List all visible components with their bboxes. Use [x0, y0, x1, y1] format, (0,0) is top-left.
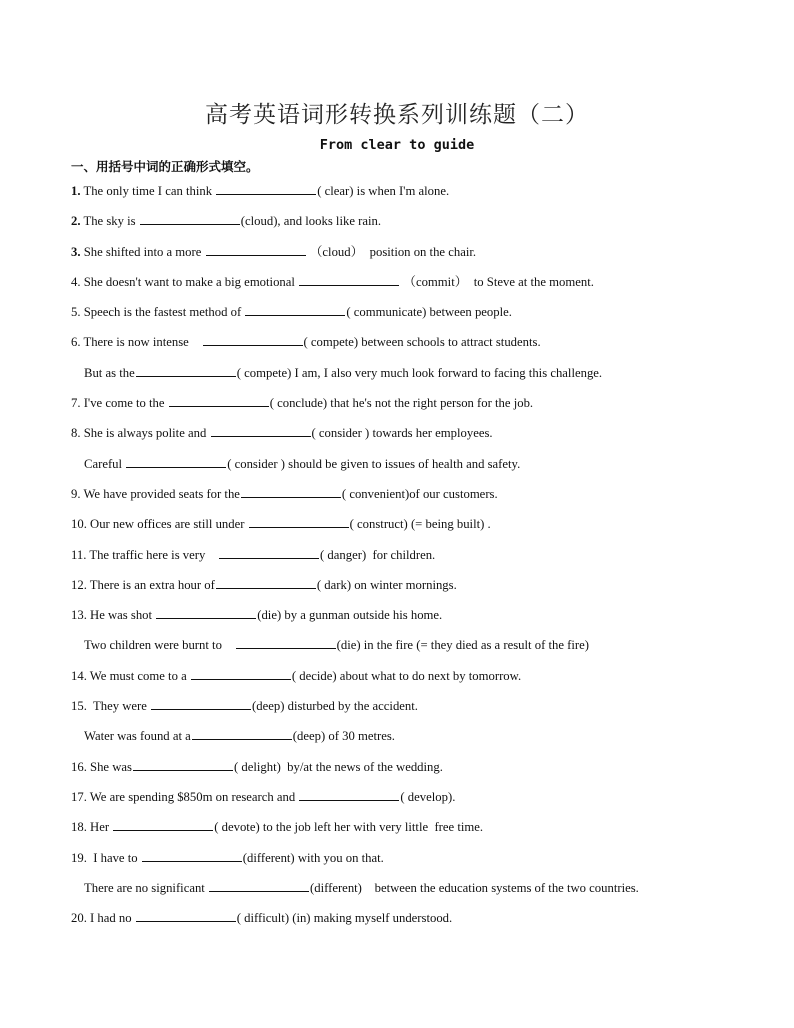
- exercise-text-before: I had no: [86, 911, 135, 926]
- exercise-line: [71, 180, 761, 210]
- exercise-text-before: The traffic here is very: [86, 547, 219, 562]
- answer-blank[interactable]: [140, 210, 240, 225]
- exercise-line: [71, 271, 761, 301]
- answer-blank[interactable]: [156, 604, 256, 619]
- exercise-text-before: There is now intense: [80, 335, 202, 350]
- answer-blank[interactable]: [142, 847, 242, 862]
- exercise-text-before: They were: [86, 699, 151, 714]
- answer-blank[interactable]: [209, 877, 309, 892]
- exercise-text-before: We have provided seats for the: [80, 486, 240, 501]
- exercise-text-after: (deep) disturbed by the accident.: [252, 699, 418, 714]
- exercise-text-after: （commit） to Steve at the moment.: [400, 274, 594, 289]
- exercise-text-after: ( compete) between schools to attract students.: [303, 335, 541, 350]
- exercise-number: 16.: [71, 759, 87, 774]
- exercise-number: 1.: [71, 184, 81, 198]
- exercise-text-after: ( danger) for children.: [320, 547, 436, 562]
- exercise-number: 3.: [71, 244, 81, 259]
- exercise-number: 19.: [71, 850, 87, 865]
- answer-blank[interactable]: [249, 513, 349, 528]
- exercise-text-before: He was shot: [86, 608, 156, 623]
- answer-blank[interactable]: [136, 907, 236, 922]
- exercise-number: 11.: [71, 547, 87, 562]
- exercise-line: [71, 756, 761, 786]
- exercise-text-before: Two children were burnt to: [84, 638, 235, 653]
- exercise-line: [71, 483, 761, 513]
- exercise-text-before: Her: [86, 820, 113, 835]
- answer-blank[interactable]: [192, 725, 292, 740]
- exercise-text-before: There is an extra hour of: [86, 577, 215, 592]
- answer-blank[interactable]: [169, 392, 269, 407]
- exercise-text-before: Speech is the fastest method of: [80, 305, 245, 320]
- exercise-number: 6.: [71, 335, 81, 350]
- exercise-line: [71, 301, 761, 331]
- document-title: 高考英语词形转换系列训练题（二）: [205, 102, 589, 128]
- exercise-text-after: (die) by a gunman outside his home.: [257, 608, 443, 623]
- exercise-number: 4.: [71, 274, 81, 289]
- exercise-text-before: We are spending $850m on research and: [86, 789, 299, 804]
- answer-blank[interactable]: [236, 634, 336, 649]
- exercise-number: 7.: [71, 396, 81, 411]
- exercise-text-after: ( clear) is when I'm alone.: [317, 184, 450, 198]
- exercise-text-after: ( convenient)of our customers.: [341, 486, 498, 501]
- answer-blank[interactable]: [241, 483, 341, 498]
- exercise-line: [71, 362, 761, 392]
- exercise-number: 2.: [71, 214, 81, 229]
- exercise-text-after: ( devote) to the job left her with very little free time.: [214, 820, 484, 835]
- exercise-number: 5.: [71, 305, 81, 320]
- answer-blank[interactable]: [133, 756, 233, 771]
- answer-blank[interactable]: [113, 816, 213, 831]
- document-subtitle: From clear to guide: [319, 137, 475, 153]
- exercise-text-before: Our new offices are still under: [86, 517, 248, 532]
- exercise-number: 20.: [71, 911, 87, 926]
- answer-blank[interactable]: [206, 241, 306, 256]
- exercise-line: [71, 241, 761, 271]
- exercise-text-before: She was: [86, 759, 132, 774]
- exercise-line: [71, 422, 761, 452]
- exercise-number: 12.: [71, 577, 87, 592]
- exercise-text-after: ( conclude) that he's not the right person for the job.: [269, 396, 534, 411]
- exercise-number: 13.: [71, 608, 87, 623]
- exercise-number: 8.: [71, 426, 81, 441]
- exercise-text-after: (different) between the education systems of the two countries.: [310, 880, 639, 895]
- exercise-text-after: ( develop).: [400, 789, 456, 804]
- exercise-line: [71, 634, 761, 664]
- exercise-line: [71, 544, 761, 574]
- answer-blank[interactable]: [211, 422, 311, 437]
- exercise-line: [71, 786, 761, 816]
- exercise-text-after: （cloud） position on the chair.: [306, 244, 477, 259]
- exercise-text-before: But as the: [84, 365, 135, 380]
- exercise-text-before: She shifted into a more: [80, 244, 205, 259]
- exercise-line: [71, 453, 761, 483]
- exercise-line: [71, 665, 761, 695]
- answer-blank[interactable]: [219, 544, 319, 559]
- exercise-text-after: ( difficult) (in) making myself understood.: [236, 911, 453, 926]
- answer-blank[interactable]: [216, 180, 316, 195]
- exercise-text-after: ( delight) by/at the news of the wedding.: [233, 759, 443, 774]
- exercise-text-before: Careful: [84, 456, 126, 471]
- exercise-text-before: The only time I can think: [80, 184, 216, 198]
- exercise-line: [71, 392, 761, 422]
- exercise-text-after: ( compete) I am, I also very much look forward to facing this challenge.: [236, 365, 603, 380]
- exercise-line: [71, 695, 761, 725]
- exercise-line: [71, 331, 761, 361]
- exercise-text-after: (different) with you on that.: [242, 850, 384, 865]
- exercise-number: 10.: [71, 517, 87, 532]
- exercise-line: [71, 604, 761, 634]
- exercise-text-after: ( construct) (= being built) .: [349, 517, 491, 532]
- exercise-text-before: The sky is: [80, 214, 139, 229]
- exercise-number: 15.: [71, 699, 87, 714]
- exercise-text-before: Water was found at a: [84, 729, 191, 744]
- answer-blank[interactable]: [299, 786, 399, 801]
- answer-blank[interactable]: [299, 271, 399, 286]
- exercise-text-after: ( dark) on winter mornings.: [316, 577, 457, 592]
- answer-blank[interactable]: [203, 331, 303, 346]
- exercise-text-before: I've come to the: [80, 396, 168, 411]
- exercise-text-after: (die) in the fire (= they died as a result of the fire): [336, 638, 589, 653]
- exercise-line: [71, 513, 761, 543]
- exercise-line: [71, 574, 761, 604]
- exercise-number: 14.: [71, 668, 87, 683]
- exercise-line: [71, 816, 761, 846]
- section-heading: 一、用括号中词的正确形式填空。: [71, 159, 259, 174]
- exercise-text-after: ( consider ) towards her employees.: [311, 426, 493, 441]
- exercise-list: [71, 180, 761, 937]
- answer-blank[interactable]: [151, 695, 251, 710]
- exercise-number: 9.: [71, 486, 81, 501]
- answer-blank[interactable]: [216, 574, 316, 589]
- exercise-text-before: She doesn't want to make a big emotional: [80, 274, 299, 289]
- answer-blank[interactable]: [191, 665, 291, 680]
- exercise-line: [71, 725, 761, 755]
- exercise-number: 18.: [71, 820, 87, 835]
- exercise-line: [71, 210, 761, 240]
- exercise-line: [71, 847, 761, 877]
- exercise-number: 17.: [71, 789, 87, 804]
- answer-blank[interactable]: [126, 453, 226, 468]
- exercise-text-before: She is always polite and: [80, 426, 210, 441]
- exercise-text-before: I have to: [86, 850, 141, 865]
- exercise-text-after: ( consider ) should be given to issues of health and safety.: [227, 456, 521, 471]
- exercise-line: [71, 877, 761, 907]
- answer-blank[interactable]: [245, 301, 345, 316]
- exercise-text-after: ( decide) about what to do next by tomorrow.: [291, 668, 522, 683]
- exercise-text-before: We must come to a: [86, 668, 190, 683]
- exercise-text-before: There are no significant: [84, 880, 209, 895]
- exercise-text-after: (cloud), and looks like rain.: [240, 214, 382, 229]
- exercise-text-after: (deep) of 30 metres.: [292, 729, 395, 744]
- answer-blank[interactable]: [136, 362, 236, 377]
- exercise-text-after: ( communicate) between people.: [346, 305, 512, 320]
- exercise-line: [71, 907, 761, 937]
